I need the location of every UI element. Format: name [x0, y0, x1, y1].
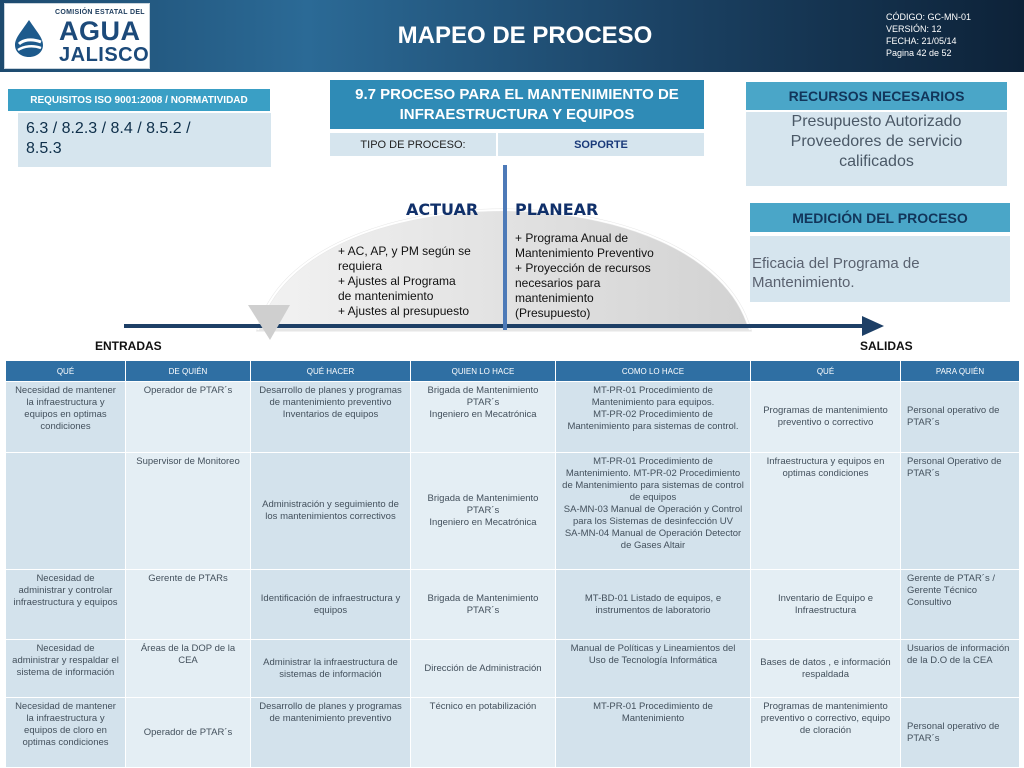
actuar-item: de mantenimiento: [338, 289, 434, 303]
cell-como: MT-PR-01 Procedimiento de Mantenimiento. MT-PR-02 Procedimiento de Mantenimiento para sistemas de control de equipos SA-MN-03 Manual de Operación y Control para los Sistemas de desinfección UV SA-MN-04 Manual de Operación Detector de Gases Altair: [556, 453, 751, 570]
cell-para-quien: Gerente de PTAR´s / Gerente Técnico Consultivo: [901, 570, 1020, 640]
table-row: [6, 382, 1020, 453]
process-title-line1: 9.7 PROCESO PARA EL MANTENIMIENTO DE: [355, 85, 679, 103]
table-row: [6, 698, 1020, 768]
recursos-line3: calificados: [839, 153, 914, 170]
logo-jalisco: JALISCO: [59, 44, 150, 66]
planear-item: + Programa Anual de: [515, 231, 629, 245]
pdca-diagram: [0, 0, 1024, 360]
planear-item: (Presupuesto): [515, 306, 591, 320]
logo-org-top: COMISIÓN ESTATAL DEL: [55, 9, 145, 16]
process-title-line2: INFRAESTRUCTURA Y EQUIPOS: [399, 105, 635, 123]
cell-como: MT-PR-01 Procedimiento de Mantenimiento para equipos. MT-PR-02 Procedimiento de Mantenimiento para sistemas de control.: [556, 382, 751, 453]
cell-que-hacer: Identificación de infraestructura y equipos: [251, 570, 411, 640]
planear-title: PLANEAR: [515, 200, 599, 219]
cell-de-quien: Gerente de PTARs: [126, 570, 251, 640]
actuar-item: + AC, AP, y PM según se: [338, 244, 471, 258]
cell-quien: Técnico en potabilización: [411, 698, 556, 768]
col-header-que: QUÉ: [6, 361, 126, 382]
cell-de-quien: Supervisor de Monitoreo: [126, 453, 251, 570]
cell-que-out: Programas de mantenimiento preventivo o correctivo, equipo de cloración: [751, 698, 901, 768]
page-title: MAPEO DE PROCESO: [397, 22, 653, 49]
actuar-item: + Ajustes al Programa: [338, 274, 456, 288]
col-header-como-lo-hace: COMO LO HACE: [556, 361, 751, 382]
table-row: [6, 570, 1020, 640]
cell-quien: Brigada de Mantenimiento PTAR´s Ingeniero en Mecatrónica: [411, 382, 556, 453]
cell-que: Necesidad de mantener la infraestructura y equipos de cloro en optimas condiciones: [6, 698, 126, 768]
planear-item: Mantenimiento Preventivo: [515, 246, 654, 260]
process-table: [5, 360, 1020, 768]
planear-item: mantenimiento: [515, 291, 594, 305]
cell-que-hacer: Administrar la infraestructura de sistemas de información: [251, 640, 411, 698]
cell-que: Necesidad de administrar y controlar infraestructura y equipos: [6, 570, 126, 640]
table-row: [6, 640, 1020, 698]
doc-codigo: CÓDIGO: GC-MN-01: [886, 12, 972, 22]
planear-item: necesarios para: [515, 276, 601, 290]
cell-de-quien: Operador de PTAR´s: [126, 382, 251, 453]
actuar-title: ACTUAR: [406, 200, 479, 219]
logo-agua: AGUA: [59, 16, 141, 46]
cell-como: MT-PR-01 Procedimiento de Mantenimiento: [556, 698, 751, 768]
cell-quien: Brigada de Mantenimiento PTAR´s: [411, 570, 556, 640]
recursos-line1: Presupuesto Autorizado: [791, 113, 962, 130]
doc-pagina: Pagina 42 de 52: [886, 48, 952, 58]
medicion-line1: Eficacia del Programa de: [752, 255, 920, 272]
col-header-para-quien: PARA QUIÉN: [901, 361, 1020, 382]
cell-quien: Brigada de Mantenimiento PTAR´s Ingeniero en Mecatrónica: [411, 453, 556, 570]
process-type-label: TIPO DE PROCESO:: [330, 133, 496, 156]
cell-que-hacer: Administración y seguimiento de los mantenimientos correctivos: [251, 453, 411, 570]
cell-que-out: Programas de mantenimiento preventivo o correctivo: [751, 382, 901, 453]
requisitos-header: REQUISITOS ISO 9001:2008 / NORMATIVIDAD: [8, 89, 270, 111]
cell-que-out: Infraestructura y equipos en optimas condiciones: [751, 453, 901, 570]
process-type-value: SOPORTE: [498, 133, 704, 156]
cell-que-hacer: Desarrollo de planes y programas de mantenimiento preventivo Inventarios de equipos: [251, 382, 411, 453]
cell-que-out: Inventario de Equipo e Infraestructura: [751, 570, 901, 640]
cell-que: Necesidad de administrar y respaldar el sistema de información: [6, 640, 126, 698]
col-header-que-hacer: QUÉ HACER: [251, 361, 411, 382]
actuar-item: requiera: [338, 259, 383, 273]
cell-para-quien: Personal operativo de PTAR´s: [901, 382, 1020, 453]
doc-version: VERSIÓN: 12: [886, 24, 942, 34]
cell-como: Manual de Políticas y Lineamientos del Uso de Tecnología Informática: [556, 640, 751, 698]
cell-para-quien: Personal operativo de PTAR´s: [901, 698, 1020, 768]
actuar-item: + Ajustes al presupuesto: [338, 304, 470, 318]
doc-fecha: FECHA: 21/05/14: [886, 36, 957, 46]
col-header-que-salida: QUÉ: [751, 361, 901, 382]
recursos-line2: Proveedores de servicio: [790, 133, 963, 150]
table-row: [6, 453, 1020, 570]
planear-list: [515, 231, 675, 321]
cell-como: MT-BD-01 Listado de equipos, e instrumentos de laboratorio: [556, 570, 751, 640]
cell-para-quien: Usuarios de información de la D.O de la CEA: [901, 640, 1020, 698]
cell-para-quien: Personal Operativo de PTAR´s: [901, 453, 1020, 570]
cell-que: [6, 453, 126, 570]
cell-de-quien: Operador de PTAR´s: [126, 698, 251, 768]
cell-que-hacer: Desarrollo de planes y programas de mantenimiento preventivo: [251, 698, 411, 768]
planear-item: + Proyección de recursos: [515, 261, 651, 275]
requisitos-line1: 6.3 / 8.2.3 / 8.4 / 8.5.2 /: [26, 120, 191, 137]
table-header-row: [6, 361, 1020, 382]
process-flow-arrowhead: [862, 316, 884, 336]
col-header-de-quien: DE QUIÉN: [126, 361, 251, 382]
requisitos-line2: 8.5.3: [26, 140, 62, 157]
col-header-quien-lo-hace: QUIEN LO HACE: [411, 361, 556, 382]
cell-que-out: Bases de datos , e información respaldada: [751, 640, 901, 698]
medicion-header: MEDICIÓN DEL PROCESO: [750, 203, 1010, 232]
cell-que: Necesidad de mantener la infraestructura y equipos en optimas condiciones: [6, 382, 126, 453]
cell-de-quien: Áreas de la DOP de la CEA: [126, 640, 251, 698]
recursos-header: RECURSOS NECESARIOS: [746, 82, 1007, 110]
salidas-label: SALIDAS: [860, 339, 913, 353]
entradas-label: ENTRADAS: [95, 339, 162, 353]
medicion-line2: Mantenimiento.: [752, 274, 855, 291]
cell-quien: Dirección de Administración: [411, 640, 556, 698]
actuar-list: [338, 244, 498, 319]
